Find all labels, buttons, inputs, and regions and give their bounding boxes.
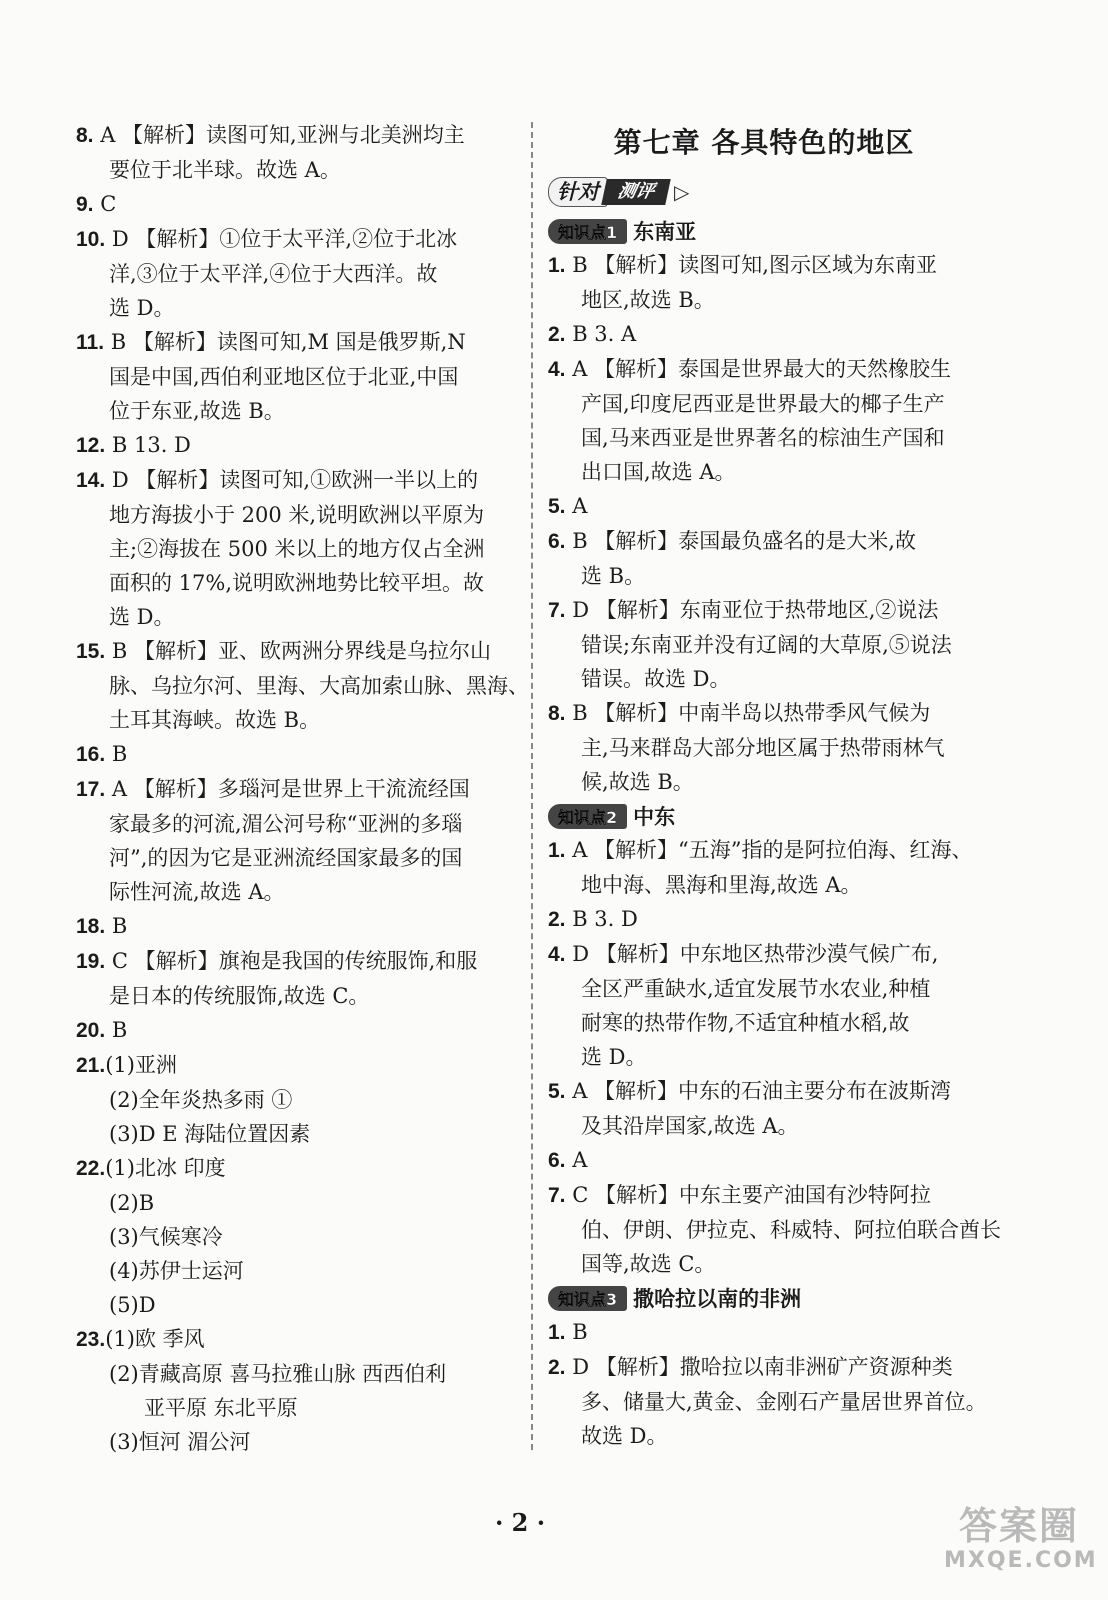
answer-line [76, 463, 516, 498]
answer-text: B [565, 1320, 588, 1344]
answer-item [548, 317, 980, 352]
section-banner [548, 176, 689, 208]
answer-line [548, 937, 980, 972]
answer-line [76, 1322, 516, 1357]
answer-text: D 【解析】①位于太平洋,②位于北冰 [105, 227, 458, 251]
answer-text: D 【解析】东南亚位于热带地区,②说法 [565, 598, 939, 622]
chapter-title: 第七章 各具特色的地区 [613, 126, 915, 159]
knowledge-point-title: 撒哈拉以南的非洲 [633, 1287, 802, 1311]
answer-continuation: 亚平原 东北平原 [144, 1396, 298, 1420]
answer-continuation: 主;②海拔在 500 米以上的地方仅占全洲 [109, 537, 485, 561]
answer-item [548, 696, 980, 799]
answer-continuation: 出口国,故选 A。 [581, 460, 736, 484]
answer-text: D 【解析】读图可知,①欧洲一半以上的 [105, 468, 479, 492]
answer-number: 5. [548, 1080, 566, 1103]
answer-item [548, 352, 980, 489]
answer-text: B 3. A [565, 322, 637, 346]
answer-text: B 【解析】读图可知,M 国是俄罗斯,N [104, 330, 466, 354]
answer-continuation: 选 D。 [109, 605, 175, 629]
answer-item [76, 1151, 516, 1322]
answer-continuation: 洋,③位于太平洋,④位于大西洋。故 [109, 262, 438, 286]
answer-line [548, 1074, 980, 1109]
answer-line [76, 428, 516, 463]
answer-continuation: 是日本的传统服饰,故选 C。 [109, 984, 370, 1008]
answer-text: B [105, 1018, 128, 1042]
answer-text: C [93, 192, 117, 216]
knowledge-point-title: 东南亚 [633, 220, 697, 244]
answer-item [548, 524, 980, 593]
answer-continuation: 要位于北半球。故选 A。 [109, 158, 341, 182]
page-number: · 2 · [494, 1508, 546, 1537]
answer-line [76, 1048, 516, 1083]
watermark-url-text: MXQE.COM [944, 1548, 1098, 1573]
answer-continuation: 国等,故选 C。 [581, 1252, 716, 1276]
answer-continuation: 国是中国,西伯利亚地区位于北亚,中国 [109, 365, 459, 389]
answer-number: 12. [76, 434, 106, 457]
watermark-logo [944, 1504, 1098, 1582]
answer-number: 14. [76, 469, 106, 492]
answer-item [76, 222, 516, 325]
kp2-answer-list [548, 833, 1001, 1281]
answer-line [548, 524, 980, 559]
knowledge-point-1-heading [548, 214, 980, 248]
answer-continuation: 错误;东南亚并没有辽阔的大草原,⑤说法 [581, 633, 952, 657]
answer-number: 8. [548, 702, 566, 725]
answer-line [76, 187, 516, 222]
answer-number: 19. [76, 950, 106, 973]
answer-subpart: (3)气候寒冷 [109, 1225, 223, 1249]
answer-text: D 【解析】中东地区热带沙漠气候广布, [565, 942, 939, 966]
answer-line [548, 593, 980, 628]
answer-text: B 13. D [105, 433, 191, 457]
answer-number: 1. [548, 839, 566, 862]
answer-continuation: 选 B。 [581, 564, 646, 588]
answer-continuation: 错误。故选 D。 [581, 667, 731, 691]
knowledge-point-tag: 知识点1 [548, 219, 627, 244]
banner-left-label: 针对 [548, 177, 608, 207]
answer-line [548, 489, 980, 524]
answer-item [76, 463, 516, 634]
answer-number: 5. [548, 495, 566, 518]
answer-number: 1. [548, 254, 566, 277]
knowledge-point-tag: 知识点3 [548, 1286, 627, 1311]
answer-line [548, 696, 980, 731]
answer-item [76, 187, 516, 222]
answer-item [76, 634, 529, 737]
answer-subpart: (2)青藏高原 喜马拉雅山脉 西西伯利 [109, 1362, 447, 1386]
answer-text: (1)欧 季风 [105, 1327, 205, 1351]
banner-arrow-icon: ▷ [674, 180, 690, 204]
answer-text: B [105, 914, 128, 938]
answer-item [76, 118, 516, 187]
answer-item [548, 1074, 980, 1143]
answer-text: D 【解析】撒哈拉以南非洲矿产资源种类 [565, 1355, 953, 1379]
answer-text: (1)北冰 印度 [105, 1156, 226, 1180]
watermark-logo-text: 答案圈 [958, 1504, 1079, 1548]
answer-item [548, 902, 980, 937]
column-divider [531, 122, 533, 1450]
answer-number: 17. [76, 778, 106, 801]
answer-continuation: 及其沿岸国家,故选 A。 [581, 1114, 799, 1138]
answer-text: C 【解析】中东主要产油国有沙特阿拉 [565, 1183, 931, 1207]
answer-line [548, 248, 980, 283]
answer-item [76, 909, 516, 944]
answer-line [76, 737, 516, 772]
answer-line [548, 1315, 980, 1350]
knowledge-point-title: 中东 [633, 805, 676, 829]
answer-text: B 【解析】读图可知,图示区域为东南亚 [565, 253, 937, 277]
answer-text: A 【解析】中东的石油主要分布在波斯湾 [565, 1079, 952, 1103]
answer-text: (1)亚洲 [105, 1053, 177, 1077]
answer-item [548, 489, 980, 524]
knowledge-point-2-heading [548, 799, 980, 833]
answer-subpart: (2)B [109, 1191, 155, 1215]
answer-text: A 【解析】“五海”指的是阿拉伯海、红海、 [565, 838, 973, 862]
answer-item [548, 1350, 987, 1453]
answer-text: C 【解析】旗袍是我国的传统服饰,和服 [105, 949, 478, 973]
answer-number: 16. [76, 743, 106, 766]
answer-text: B 【解析】中南半岛以热带季风气候为 [565, 701, 931, 725]
kp1-answer-list [548, 248, 980, 799]
answer-number: 2. [548, 1356, 566, 1379]
answer-subpart: (2)全年炎热多雨 ① [109, 1088, 293, 1112]
answer-continuation: 选 D。 [581, 1045, 647, 1069]
answer-continuation: 家最多的河流,湄公河号称“亚洲的多瑙 [109, 812, 463, 836]
answer-line [76, 909, 516, 944]
answer-continuation: 土耳其海峡。故选 B。 [109, 708, 321, 732]
answer-number: 4. [548, 358, 566, 381]
answer-line [76, 772, 516, 807]
answer-subpart: (3)恒河 湄公河 [109, 1430, 251, 1454]
answer-number: 7. [548, 599, 566, 622]
answer-text: A 【解析】多瑙河是世界上干流流经国 [105, 777, 470, 801]
answer-number: 10. [76, 228, 106, 251]
answer-number: 2. [548, 323, 566, 346]
answer-line [76, 222, 516, 257]
answer-continuation: 选 D。 [109, 296, 175, 320]
answer-line [548, 317, 980, 352]
answer-item [548, 833, 980, 902]
answer-number: 1. [548, 1321, 566, 1344]
answer-line [548, 902, 980, 937]
answer-item [76, 325, 516, 428]
answer-item [548, 593, 980, 696]
answer-text: B 3. D [565, 907, 638, 931]
answer-text: A 【解析】读图可知,亚洲与北美洲均主 [93, 123, 465, 147]
answer-line [548, 1350, 980, 1385]
answer-number: 20. [76, 1019, 106, 1042]
answer-number: 15. [76, 640, 106, 663]
answer-continuation: 地中海、黑海和里海,故选 A。 [581, 873, 862, 897]
answer-continuation: 全区严重缺水,适宜发展节水农业,种植 [581, 977, 931, 1001]
answer-line [76, 325, 516, 360]
answer-item [548, 937, 980, 1074]
answer-number: 18. [76, 915, 106, 938]
answer-continuation: 故选 D。 [581, 1424, 668, 1448]
answer-subpart: (5)D [109, 1293, 156, 1317]
answer-item [76, 1322, 516, 1459]
answer-item [76, 1048, 516, 1151]
answer-line [76, 118, 516, 153]
answer-item [76, 944, 516, 1013]
answer-line [548, 1178, 980, 1213]
answer-continuation: 河”,的因为它是亚洲流经国家最多的国 [109, 846, 463, 870]
kp3-answer-list [548, 1315, 987, 1453]
answer-item [548, 1178, 1001, 1281]
answer-line [76, 634, 516, 669]
answer-continuation: 际性河流,故选 A。 [109, 880, 285, 904]
answer-number: 6. [548, 530, 566, 553]
answer-continuation: 脉、乌拉尔河、里海、大高加索山脉、黑海、 [109, 674, 529, 698]
answer-subpart: (3)D E 海陆位置因素 [109, 1122, 311, 1146]
answer-item [76, 737, 516, 772]
answer-text: B 【解析】泰国最负盛名的是大米,故 [565, 529, 916, 553]
answer-number: 8. [76, 124, 94, 147]
answer-number: 23. [76, 1328, 106, 1351]
answer-continuation: 地区,故选 B。 [581, 288, 715, 312]
answer-text: B 【解析】亚、欧两洲分界线是乌拉尔山 [105, 639, 491, 663]
answer-number: 7. [548, 1184, 566, 1207]
answer-text: A [565, 1148, 588, 1172]
answer-number: 6. [548, 1149, 566, 1172]
answer-continuation: 候,故选 B。 [581, 770, 694, 794]
answer-text: B [105, 742, 128, 766]
answer-item [76, 772, 516, 909]
answer-text: A [565, 494, 588, 518]
answer-number: 4. [548, 943, 566, 966]
knowledge-point-3-heading [548, 1281, 980, 1315]
answer-line [76, 1013, 516, 1048]
answer-item [548, 248, 980, 317]
answer-number: 22. [76, 1157, 106, 1180]
answer-line [548, 833, 980, 868]
answer-item [548, 1143, 980, 1178]
answer-continuation: 地方海拔小于 200 米,说明欧洲以平原为 [109, 503, 485, 527]
answer-line [76, 944, 516, 979]
right-column [548, 118, 1001, 1453]
answer-continuation: 面积的 17%,说明欧洲地势比较平坦。故 [109, 571, 485, 595]
answer-item [548, 1315, 980, 1350]
answer-number: 11. [76, 331, 105, 354]
answer-number: 21. [76, 1054, 106, 1077]
answer-continuation: 耐寒的热带作物,不适宜种植水稻,故 [581, 1011, 910, 1035]
knowledge-point-tag: 知识点2 [548, 804, 627, 829]
answer-line [548, 352, 980, 387]
answer-continuation: 产国,印度尼西亚是世界最大的椰子生产 [581, 392, 945, 416]
answer-text: A 【解析】泰国是世界最大的天然橡胶生 [565, 357, 952, 381]
answer-item [76, 428, 516, 463]
answer-number: 9. [76, 193, 94, 216]
answer-subpart: (4)苏伊士运河 [109, 1259, 244, 1283]
answer-line [548, 1143, 980, 1178]
banner-right-label: 测评 [601, 179, 671, 205]
answer-continuation: 国,马来西亚是世界著名的棕油生产国和 [581, 426, 945, 450]
answer-item [76, 1013, 516, 1048]
answer-line [76, 1151, 516, 1186]
answer-continuation: 位于东亚,故选 B。 [109, 399, 285, 423]
answer-continuation: 主,马来群岛大部分地区属于热带雨林气 [581, 736, 945, 760]
answer-number: 2. [548, 908, 566, 931]
answer-continuation: 多、储量大,黄金、金刚石产量居世界首位。 [581, 1390, 987, 1414]
answer-continuation: 伯、伊朗、伊拉克、科威特、阿拉伯联合酋长 [581, 1218, 1001, 1242]
left-column [76, 118, 529, 1459]
